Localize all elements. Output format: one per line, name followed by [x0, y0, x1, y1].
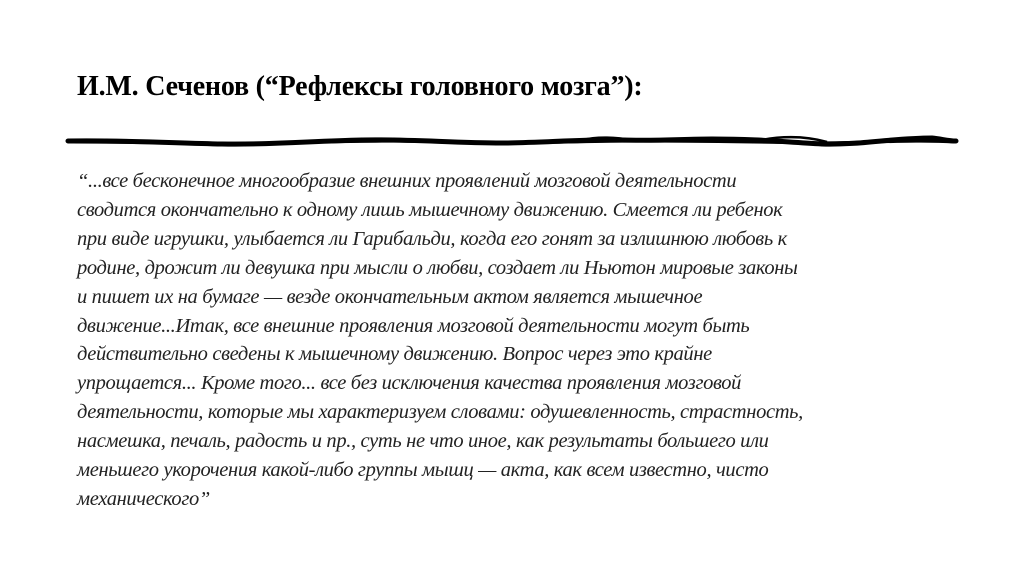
quote-line: насмешка, печаль, радость и пр., суть не что иное, как результаты большего или — [77, 430, 769, 453]
quote-line: при виде игрушки, улыбается ли Гарибальди, когда его гонят за излишнюю любовь к — [77, 227, 787, 250]
quote-line: деятельности, которые мы характеризуем словами: одушевленность, страстность, — [77, 401, 803, 424]
slide-title: И.М. Сеченов (“Рефлексы головного мозга”): — [77, 71, 643, 102]
quote-line: механического” — [77, 487, 210, 510]
quote-line: меньшего укорочения какой-либо группы мышц — акта, как всем известно, чисто — [77, 459, 769, 482]
quote-line: “...все бесконечное многообразие внешних проявлений мозговой деятельности — [77, 170, 737, 192]
quote-line: упрощается... Кроме того... все без исключения качества проявления мозговой — [77, 372, 742, 395]
hand-drawn-divider — [62, 130, 962, 152]
sechenov-quote — [77, 167, 957, 514]
quote-line: действительно сведены к мышечному движению. Вопрос через это крайне — [77, 343, 712, 366]
quote-line: движение...Итак, все внешние проявления мозговой деятельности могут быть — [77, 314, 750, 337]
quote-line: и пишет их на бумаге — везде окончательным актом является мышечное — [77, 285, 703, 308]
quote-line: родине, дрожит ли девушка при мысли о любви, создает ли Ньютон мировые законы — [77, 256, 798, 279]
quote-line: сводится окончательно к одному лишь мышечному движению. Смеется ли ребенок — [77, 198, 783, 221]
